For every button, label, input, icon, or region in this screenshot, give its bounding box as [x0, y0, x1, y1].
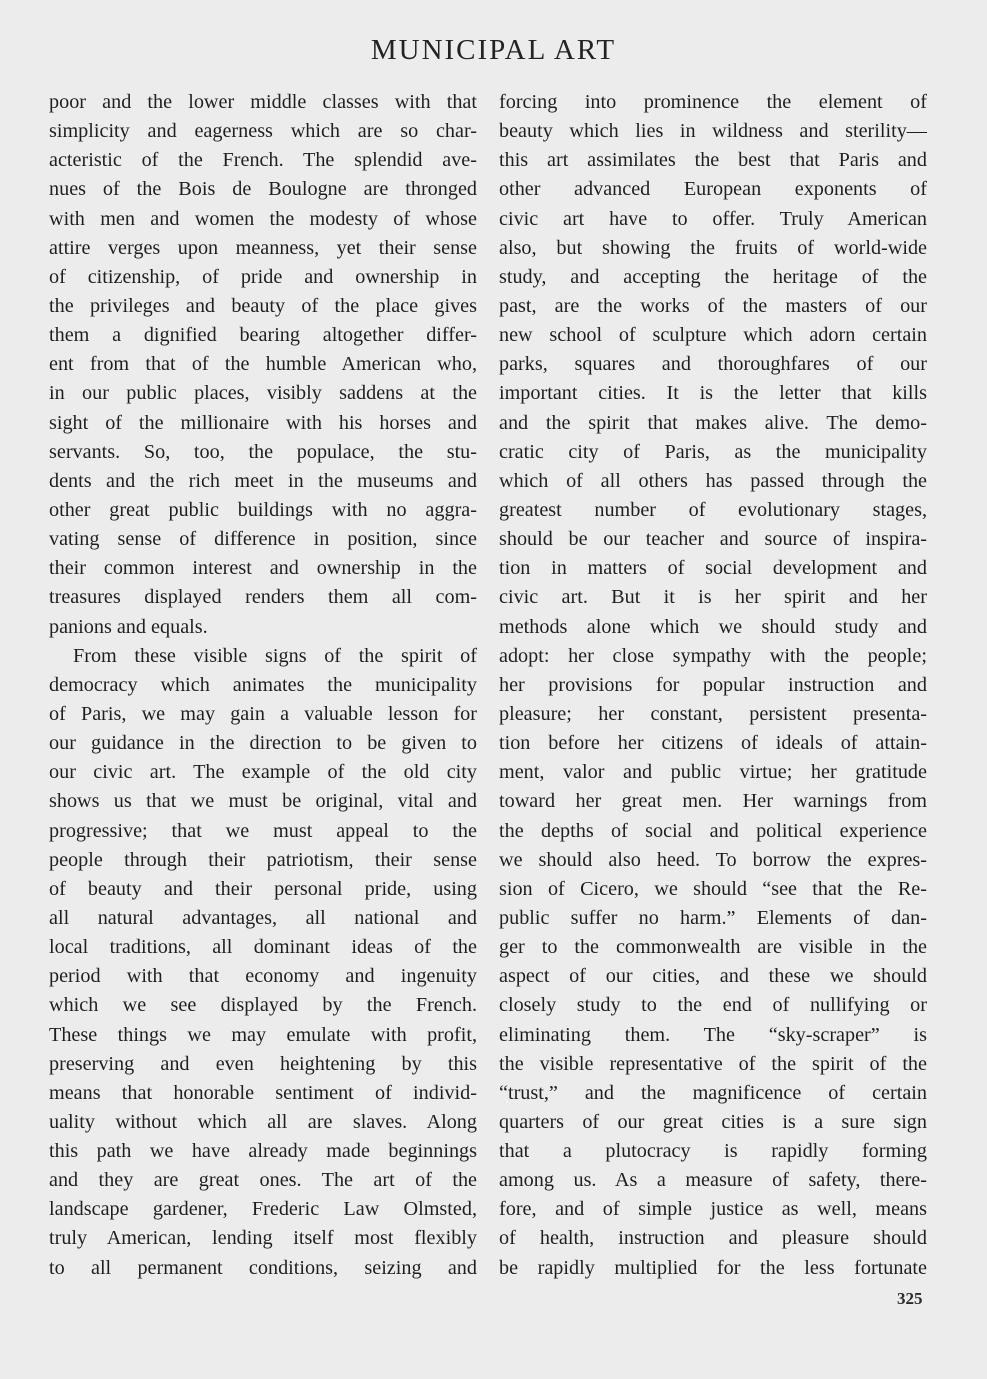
text-line: this path we have already made beginnings — [49, 1140, 477, 1163]
text-line: ger to the commonwealth are visible in the — [499, 936, 927, 959]
text-line: of citizenship, of pride and ownership in — [49, 265, 477, 288]
text-line: them a dignified bearing altogether differ- — [49, 324, 477, 347]
left-column — [49, 88, 477, 1283]
text-line: quarters of our great cities is a sure sign — [499, 1110, 927, 1133]
text-line: tion before her citizens of ideals of attain- — [499, 732, 927, 755]
text-line: servants. So, too, the populace, the stu- — [49, 440, 477, 463]
text-line: our guidance in the direction to be given to — [49, 732, 477, 755]
text-line: truly American, lending itself most flexibly — [49, 1227, 477, 1250]
text-line: should be our teacher and source of inspira- — [499, 528, 927, 551]
text-line: cratic city of Paris, as the municipality — [499, 440, 927, 463]
text-line: vating sense of difference in position, since — [49, 528, 477, 551]
running-head: MUNICIPAL ART — [370, 34, 617, 66]
text-line: past, are the works of the masters of our — [499, 294, 927, 317]
text-line: means that honorable sentiment of individ- — [49, 1081, 477, 1104]
page-number: 325 — [897, 1289, 923, 1308]
text-line: parks, squares and thoroughfares of our — [499, 353, 927, 376]
text-line: her provisions for popular instruction and — [499, 673, 927, 696]
text-line: that a plutocracy is rapidly forming — [499, 1140, 927, 1163]
text-line: civic art have to offer. Truly American — [499, 207, 927, 230]
text-line: and the spirit that makes alive. The demo- — [499, 411, 927, 434]
text-line: period with that economy and ingenuity — [49, 965, 477, 988]
text-line: progressive; that we must appeal to the — [49, 819, 477, 842]
text-line: “trust,” and the magnificence of certain — [499, 1081, 927, 1104]
text-line: These things we may emulate with profit, — [49, 1023, 477, 1046]
text-line: attire verges upon meanness, yet their sense — [49, 236, 477, 259]
text-line: sion of Cicero, we should “see that the Re- — [499, 877, 927, 900]
text-line: the privileges and beauty of the place gives — [49, 294, 477, 317]
text-line: dents and the rich meet in the museums and — [49, 469, 477, 492]
text-line: their common interest and ownership in the — [49, 557, 477, 580]
text-line: toward her great men. Her warnings from — [499, 790, 927, 813]
text-line: study, and accepting the heritage of the — [499, 265, 927, 288]
text-line: local traditions, all dominant ideas of the — [49, 936, 477, 959]
text-line: treasures displayed renders them all com- — [49, 586, 477, 609]
text-line: tion in matters of social development and — [499, 557, 927, 580]
text-line: other great public buildings with no aggra- — [49, 498, 477, 521]
text-line: shows us that we must be original, vital and — [49, 790, 477, 813]
text-line: closely study to the end of nullifying or — [499, 994, 927, 1017]
text-line: people through their patriotism, their sense — [49, 848, 477, 871]
text-line: uality without which all are slaves. Along — [49, 1110, 477, 1133]
text-line: civic art. But it is her spirit and her — [499, 586, 927, 609]
text-line: adopt: her close sympathy with the people; — [499, 644, 927, 667]
text-line: be rapidly multiplied for the less fortunate — [499, 1256, 927, 1279]
text-line: important cities. It is the letter that kills — [499, 382, 927, 405]
text-line: beauty which lies in wildness and sterility— — [499, 120, 927, 143]
text-line: pleasure; her constant, persistent presenta- — [499, 702, 927, 725]
text-line: all natural advantages, all national and — [49, 906, 477, 929]
text-line: democracy which animates the municipality — [49, 673, 477, 696]
text-line: of Paris, we may gain a valuable lesson for — [49, 702, 477, 725]
text-line: which we see displayed by the French. — [49, 994, 477, 1017]
text-line: methods alone which we should study and — [499, 615, 927, 638]
text-line: forcing into prominence the element of — [499, 91, 927, 113]
text-line: sight of the millionaire with his horses and — [49, 411, 477, 434]
text-line: public suffer no harm.” Elements of dan- — [499, 906, 927, 929]
text-line: of beauty and their personal pride, using — [49, 877, 477, 900]
text-line: of health, instruction and pleasure should — [499, 1227, 927, 1250]
text-line: new school of sculpture which adorn certain — [499, 324, 927, 347]
text-line: greatest number of evolutionary stages, — [499, 498, 927, 521]
paragraph-start-line: From these visible signs of the spirit of — [73, 644, 477, 667]
text-line: we should also heed. To borrow the expres- — [499, 848, 927, 871]
text-line: eliminating them. The “sky-scraper” is — [499, 1023, 927, 1046]
text-line: nues of the Bois de Boulogne are thronged — [49, 178, 477, 201]
text-line: the visible representative of the spirit of the — [499, 1052, 927, 1075]
text-line: our civic art. The example of the old city — [49, 761, 477, 784]
text-line: ment, valor and public virtue; her gratitude — [499, 761, 927, 784]
text-line: fore, and of simple justice as well, means — [499, 1198, 927, 1221]
text-line: which of all others has passed through the — [499, 469, 927, 492]
paragraph-end-line: panions and equals. — [49, 615, 208, 638]
text-line: with men and women the modesty of whose — [49, 207, 477, 230]
text-line: to all permanent conditions, seizing and — [49, 1256, 477, 1279]
text-line: in our public places, visibly saddens at the — [49, 382, 477, 405]
text-line: simplicity and eagerness which are so char- — [49, 120, 477, 143]
text-line: poor and the lower middle classes with that — [49, 91, 477, 113]
text-line: aspect of our cities, and these we should — [499, 965, 927, 988]
text-line: and they are great ones. The art of the — [49, 1169, 477, 1192]
text-line: this art assimilates the best that Paris and — [499, 149, 927, 172]
text-line: also, but showing the fruits of world-wide — [499, 236, 927, 259]
text-line: ent from that of the humble American who, — [49, 353, 477, 376]
text-line: among us. As a measure of safety, there- — [499, 1169, 927, 1192]
text-line: the depths of social and political experience — [499, 819, 927, 842]
text-line: other advanced European exponents of — [499, 178, 927, 201]
text-line: preserving and even heightening by this — [49, 1052, 477, 1075]
right-column — [499, 88, 927, 1283]
text-line: acteristic of the French. The splendid ave- — [49, 149, 477, 172]
text-line: landscape gardener, Frederic Law Olmsted, — [49, 1198, 477, 1221]
